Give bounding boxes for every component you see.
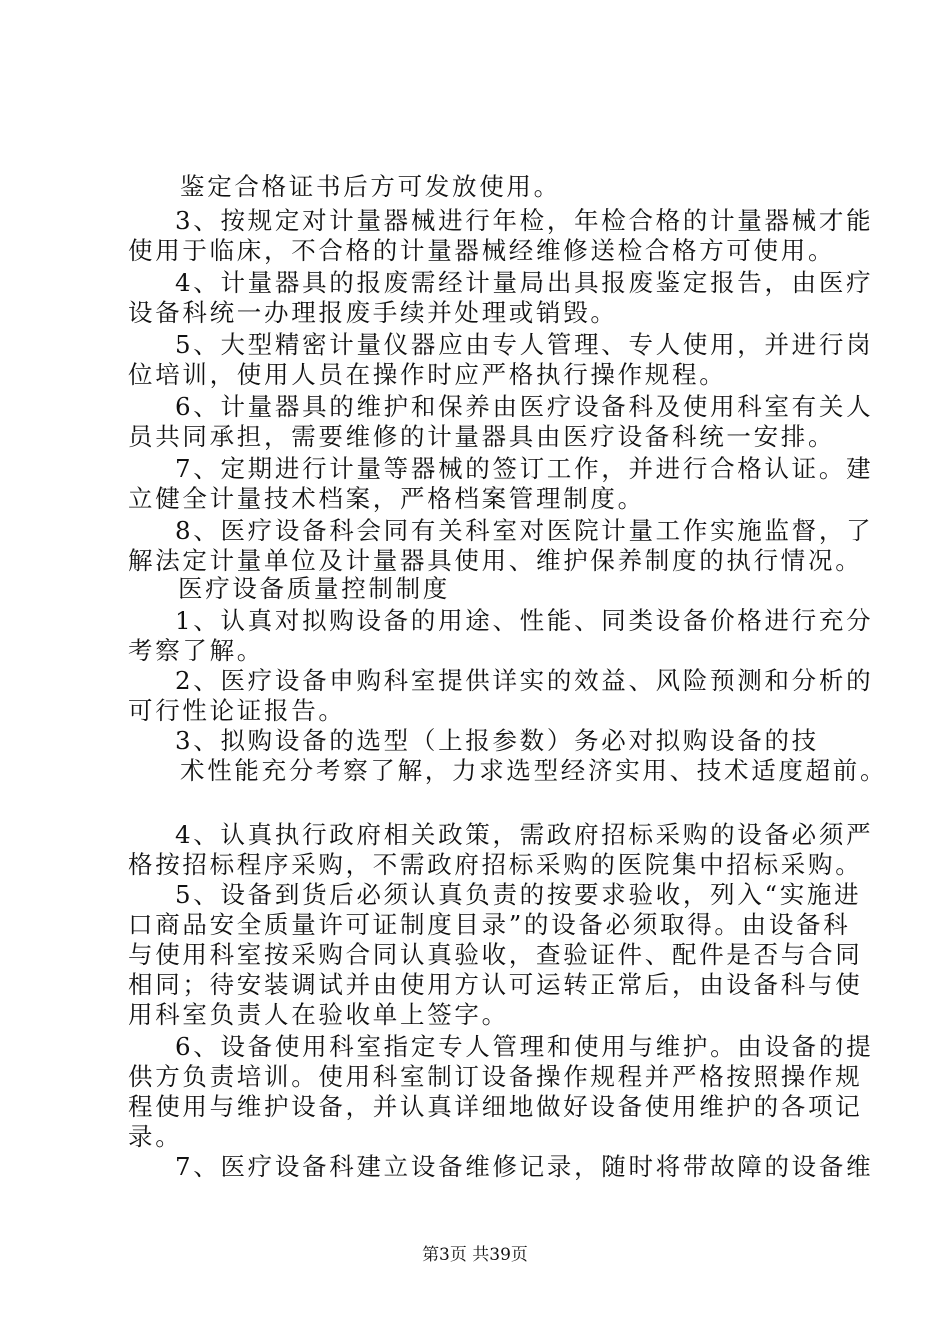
text-line: 用科室负责人在验收单上签字。 <box>128 1000 509 1029</box>
text-line: 程使用与维护设备，并认真详细地做好设备使用维护的各项记 <box>128 1092 863 1121</box>
text-line: 鉴定合格证书后方可发放使用。 <box>180 172 561 201</box>
text-line: 3、拟购设备的选型（上报参数）务必对拟购设备的技 <box>175 726 819 755</box>
text-line: 设备科统一办理报废手续并处理或销毁。 <box>128 298 618 327</box>
text-line: 与使用科室按采购合同认真验收，查验证件、配件是否与合同 <box>128 940 863 969</box>
text-line: 位培训，使用人员在操作时应严格执行操作规程。 <box>128 360 727 389</box>
text-line: 6、设备使用科室指定专人管理和使用与维护。由设备的提 <box>175 1032 874 1061</box>
text-line: 口商品安全质量许可证制度目录”的设备必须取得。由设备科 <box>128 910 851 939</box>
text-line: 录。 <box>128 1122 183 1151</box>
text-line: 4、计量器具的报废需经计量局出具报废鉴定报告，由医疗 <box>175 268 874 297</box>
text-line: 7、医疗设备科建立设备维修记录，随时将带故障的设备维 <box>175 1152 874 1181</box>
text-line: 4、认真执行政府相关政策，需政府招标采购的设备必须严 <box>175 820 874 849</box>
text-line: 使用于临床，不合格的计量器械经维修送检合格方可使用。 <box>128 236 836 265</box>
text-line: 考察了解。 <box>128 636 264 665</box>
text-line: 3、按规定对计量器械进行年检，年检合格的计量器械才能 <box>175 206 874 235</box>
section-heading: 医疗设备质量控制制度 <box>178 574 450 603</box>
text-line: 8、医疗设备科会同有关科室对医院计量工作实施监督，了 <box>175 516 874 545</box>
text-line: 6、计量器具的维护和保养由医疗设备科及使用科室有关人 <box>175 392 874 421</box>
text-line: 相同；待安装调试并由使用方认可运转正常后，由设备科与使 <box>128 970 863 999</box>
text-line: 5、大型精密计量仪器应由专人管理、专人使用，并进行岗 <box>175 330 874 359</box>
text-line: 供方负责培训。使用科室制订设备操作规程并严格按照操作规 <box>128 1062 863 1091</box>
text-line: 可行性论证报告。 <box>128 696 346 725</box>
page-number-footer: 第3页 共39页 <box>422 1245 528 1265</box>
text-line: 立健全计量技术档案，严格档案管理制度。 <box>128 484 645 513</box>
text-line: 格按招标程序采购，不需政府招标采购的医院集中招标采购。 <box>128 850 863 879</box>
text-line: 2、医疗设备申购科室提供详实的效益、风险预测和分析的 <box>175 666 874 695</box>
text-line: 员共同承担，需要维修的计量器具由医疗设备科统一安排。 <box>128 422 836 451</box>
text-line: 术性能充分考察了解，力求选型经济实用、技术适度超前。 <box>180 756 888 785</box>
text-line: 7、定期进行计量等器械的签订工作，并进行合格认证。建 <box>175 454 874 483</box>
text-line: 5、设备到货后必须认真负责的按要求验收，列入“实施进 <box>175 880 862 909</box>
text-line: 解法定计量单位及计量器具使用、维护保养制度的执行情况。 <box>128 546 863 575</box>
text-line: 1、认真对拟购设备的用途、性能、同类设备价格进行充分 <box>175 606 874 635</box>
